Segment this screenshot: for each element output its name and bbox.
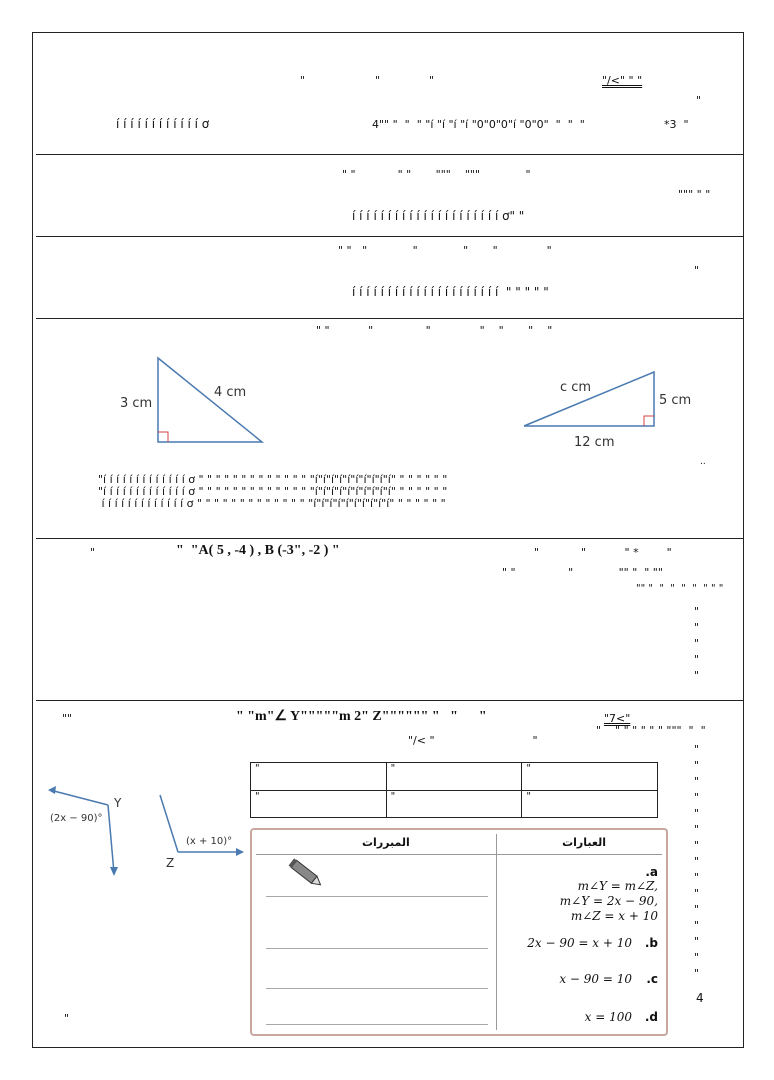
page-number: 4: [696, 991, 704, 1005]
s4-answer-row-2: "í í í í í í í í í í í í í ơ " " " " " " " " " " " " " "í"í"í"í"í"í"í"í"í"í" " " " " " ": [98, 485, 448, 498]
s5-points: " "A( 5 , -4 ) , B (-3", -2 ) ": [176, 543, 340, 558]
column-divider: [496, 834, 497, 1030]
angles-figure: [40, 755, 250, 885]
triangle-left-hyp-label: 4 cm: [214, 385, 247, 400]
s2-row1: " " " " """ """ ": [342, 168, 531, 181]
header-rule: [256, 854, 662, 855]
s5-row2: " " " "" " " "": [502, 566, 663, 579]
statement-b-text: 2x − 90 = x + 10: [527, 936, 632, 950]
reason-line-d[interactable]: [266, 1024, 488, 1025]
table-cell[interactable]: ": [522, 790, 658, 818]
reasons-header: المبررات: [362, 836, 410, 849]
statement-b-letter: .b: [644, 936, 658, 950]
s4-tick: ..: [700, 457, 706, 467]
angle-y-vertex: Y: [114, 796, 122, 810]
statement-c-text: x − 90 = 10: [559, 972, 632, 986]
angle-z-vertex: Z: [166, 856, 175, 870]
s3-row1: " " " " " " ": [338, 244, 552, 257]
s6-q-left: "": [62, 712, 73, 725]
table-cell[interactable]: ": [386, 790, 522, 818]
s6-angles-question: " "m"∠ Y"""""m 2" Z"""""" " " ": [236, 709, 487, 724]
triangle-right-figure: [514, 366, 704, 452]
triangle-right-base-label: 12 cm: [574, 435, 615, 450]
table-cell[interactable]: ": [386, 763, 522, 791]
s1-tick: ": [696, 94, 702, 107]
s1-answer-blanks: í í í í í í í í í í í í ơ: [116, 117, 210, 131]
s2-row2: """ " ": [678, 188, 711, 201]
statement-a: [560, 864, 658, 939]
divider-5: [36, 700, 744, 701]
statement-d-letter: .d: [644, 1010, 658, 1024]
s5-q-right: " " " * ": [534, 546, 672, 559]
s3-row2: ": [694, 264, 700, 277]
s6-bottom-mark: ": [64, 1012, 70, 1025]
s5-q-left: ": [90, 546, 96, 559]
triangle-right-hyp-label: c cm: [560, 380, 592, 395]
s6-column-marks: " " " " " " " " " " " " " " ": [694, 743, 700, 980]
s6-q-right: " " " " " " " """ " ": [596, 724, 706, 737]
s1-row2-right: *3 ": [664, 118, 689, 131]
s4-answer-row-3: í í í í í í í í í í í í í ơ " " " " " " " " " " " " " "í"í"í"í"í"í"í"í"í"í" " " " " " ": [98, 497, 446, 510]
table-cell[interactable]: ": [522, 763, 658, 791]
s5-column-marks: " " " " ": [694, 605, 700, 682]
divider-3: [36, 318, 744, 319]
statement-a-text: m∠Y = m∠Z, m∠Y = 2x − 90, m∠Z = x + 10: [559, 879, 658, 923]
s3-answer-blanks: í í í í í í í í í í í í í í í í í í í í í " " " " ": [352, 285, 549, 299]
divider-4: [36, 538, 744, 539]
s4-row1: " " " " " " " ": [316, 324, 553, 337]
s5-row3: "" " " " " " " " ": [636, 583, 724, 594]
s4-answer-row-1: "í í í í í í í í í í í í í ơ " " " " " " " " " " " " " "í"í"í"í"í"í"í"í"í"í" " " " " " ": [98, 473, 448, 486]
statement-a-letter: .a: [645, 865, 658, 879]
table-cell[interactable]: ": [251, 763, 387, 791]
table-cell[interactable]: ": [251, 790, 387, 818]
statements-header: العبارات: [562, 836, 606, 849]
s6-heading: "7<": [604, 712, 631, 725]
angle-y-expression: (2x − 90)°: [50, 813, 103, 824]
divider-2: [36, 236, 744, 237]
statement-d-text: x = 100: [584, 1010, 632, 1024]
s6-answer-table: [250, 762, 658, 818]
s2-answer-blanks: í í í í í í í í í í í í í í í í í í í í í ơ" ": [352, 209, 525, 223]
angle-z-expression: (x + 10)°: [186, 836, 233, 847]
s1-row2-mid: 4"" " " " "í "í "í "í "0"0"0"í "0"0" " " ": [372, 118, 585, 131]
reason-line-b[interactable]: [266, 948, 488, 949]
reason-line-c[interactable]: [266, 988, 488, 989]
s1-heading: "/<" " ": [602, 74, 643, 87]
triangle-left-leg-label: 3 cm: [120, 396, 153, 411]
triangle-left-figure: [110, 350, 280, 450]
pencil-icon: [286, 856, 326, 892]
s6-sub: "/< " ": [408, 734, 538, 747]
triangle-right-leg-label: 5 cm: [659, 393, 692, 408]
statement-c-letter: .c: [646, 972, 658, 986]
divider-1: [36, 154, 744, 155]
reason-line-a[interactable]: [266, 896, 488, 897]
proof-table: [250, 828, 668, 1036]
s1-row1: " " ": [300, 74, 435, 87]
